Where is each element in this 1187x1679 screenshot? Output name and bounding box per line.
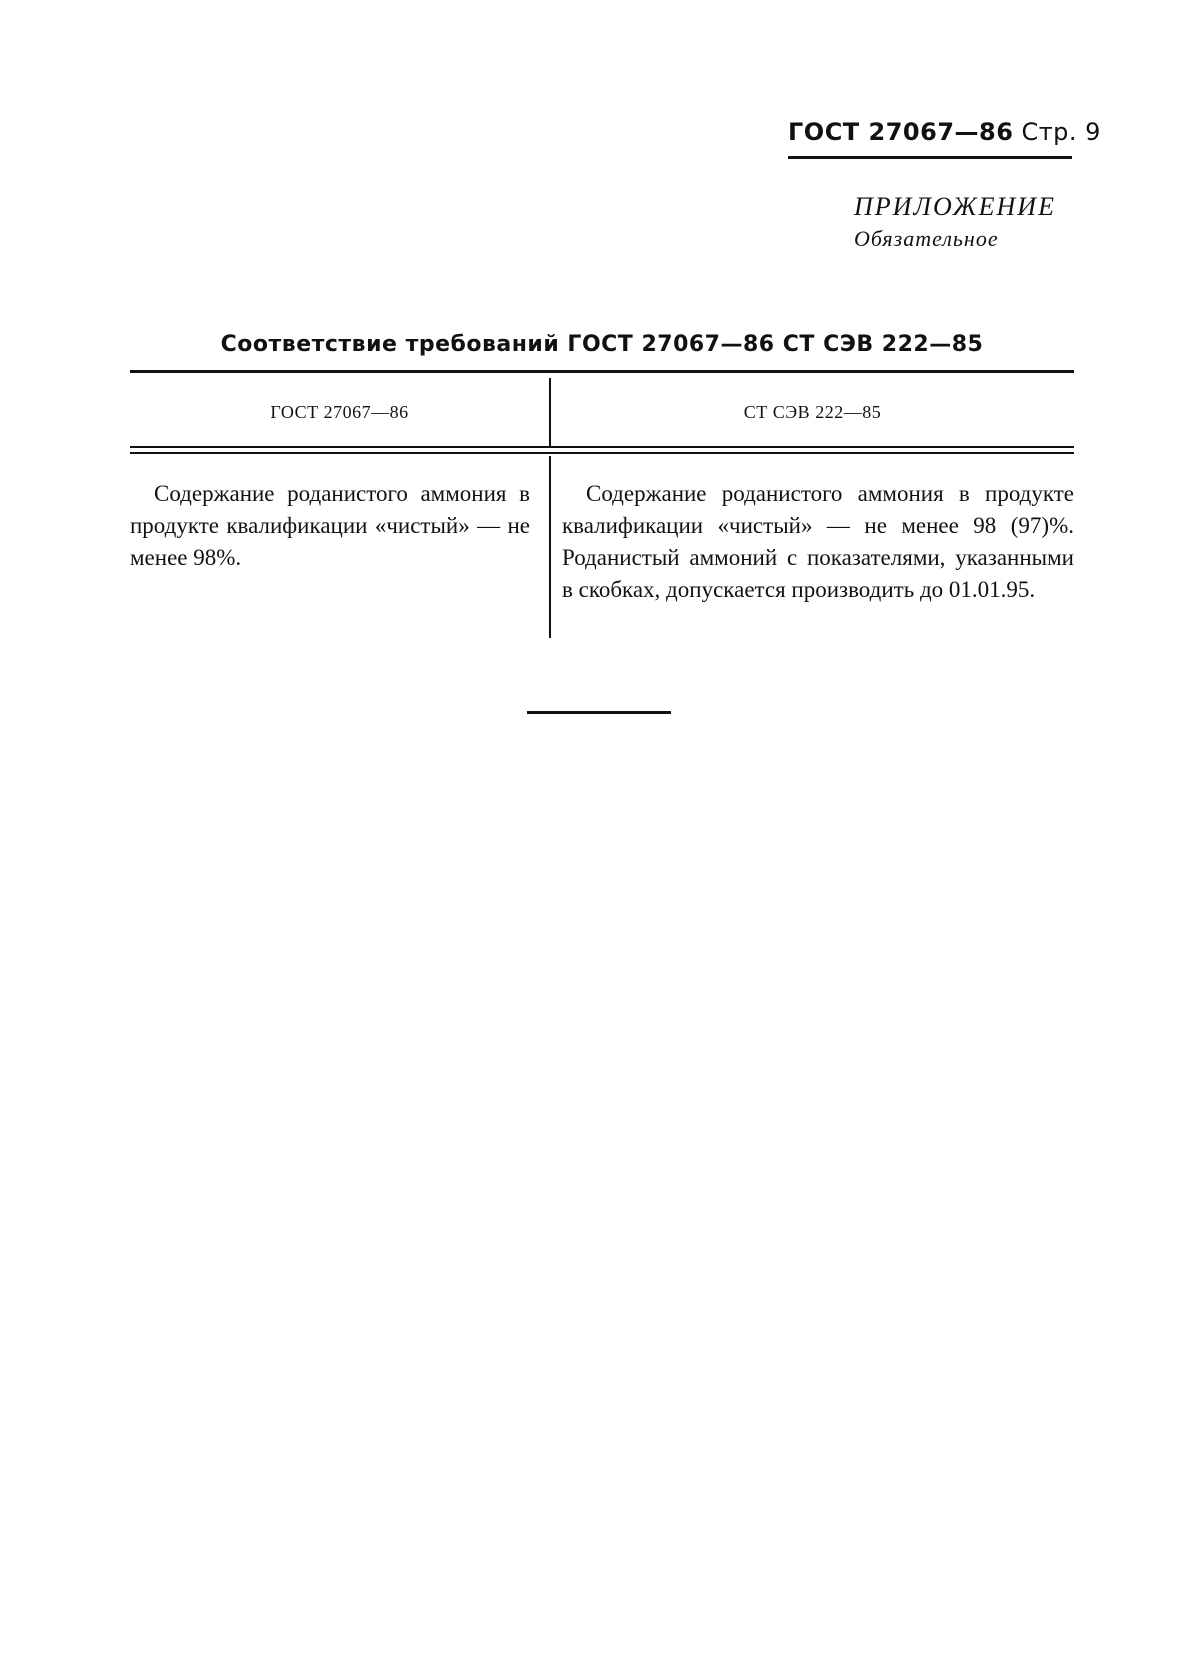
appendix-subtitle: Обязательное: [854, 226, 999, 251]
header-rule: [788, 156, 1072, 159]
table-cell-gost: [130, 478, 530, 574]
running-head: [788, 118, 1101, 146]
standard-number: ГОСТ 27067—86: [788, 118, 1014, 146]
page-header: [788, 118, 1101, 159]
header-double-rule-upper: [130, 446, 1074, 448]
cell-text: Содержание роданистого аммония в продукте квалификации «чистый» — не менее 98 (97)%. Роданистый аммоний с показателями, указанными в скобках, допускается производить до 01.01.95.: [562, 481, 1074, 602]
column-header-st-sev: СТ СЭВ 222—85: [743, 402, 882, 422]
appendix-title: ПРИЛОЖЕНИЕ: [854, 192, 1056, 221]
column-header-gost: ГОСТ 27067—86: [270, 402, 409, 422]
table-title: Соответствие требований ГОСТ 27067—86 СТ СЭВ 222—85: [220, 332, 984, 357]
appendix-label: [854, 192, 1056, 252]
body-column-divider: [549, 456, 551, 638]
page-number: Стр. 9: [1021, 118, 1101, 146]
header-double-rule-lower: [130, 452, 1074, 454]
table-cell-st-sev: [562, 478, 1074, 606]
end-of-document-rule: [527, 711, 671, 714]
table-top-rule: [130, 370, 1074, 373]
cell-text: Содержание роданистого аммония в продукте квалификации «чистый» — не менее 98%.: [130, 481, 530, 570]
